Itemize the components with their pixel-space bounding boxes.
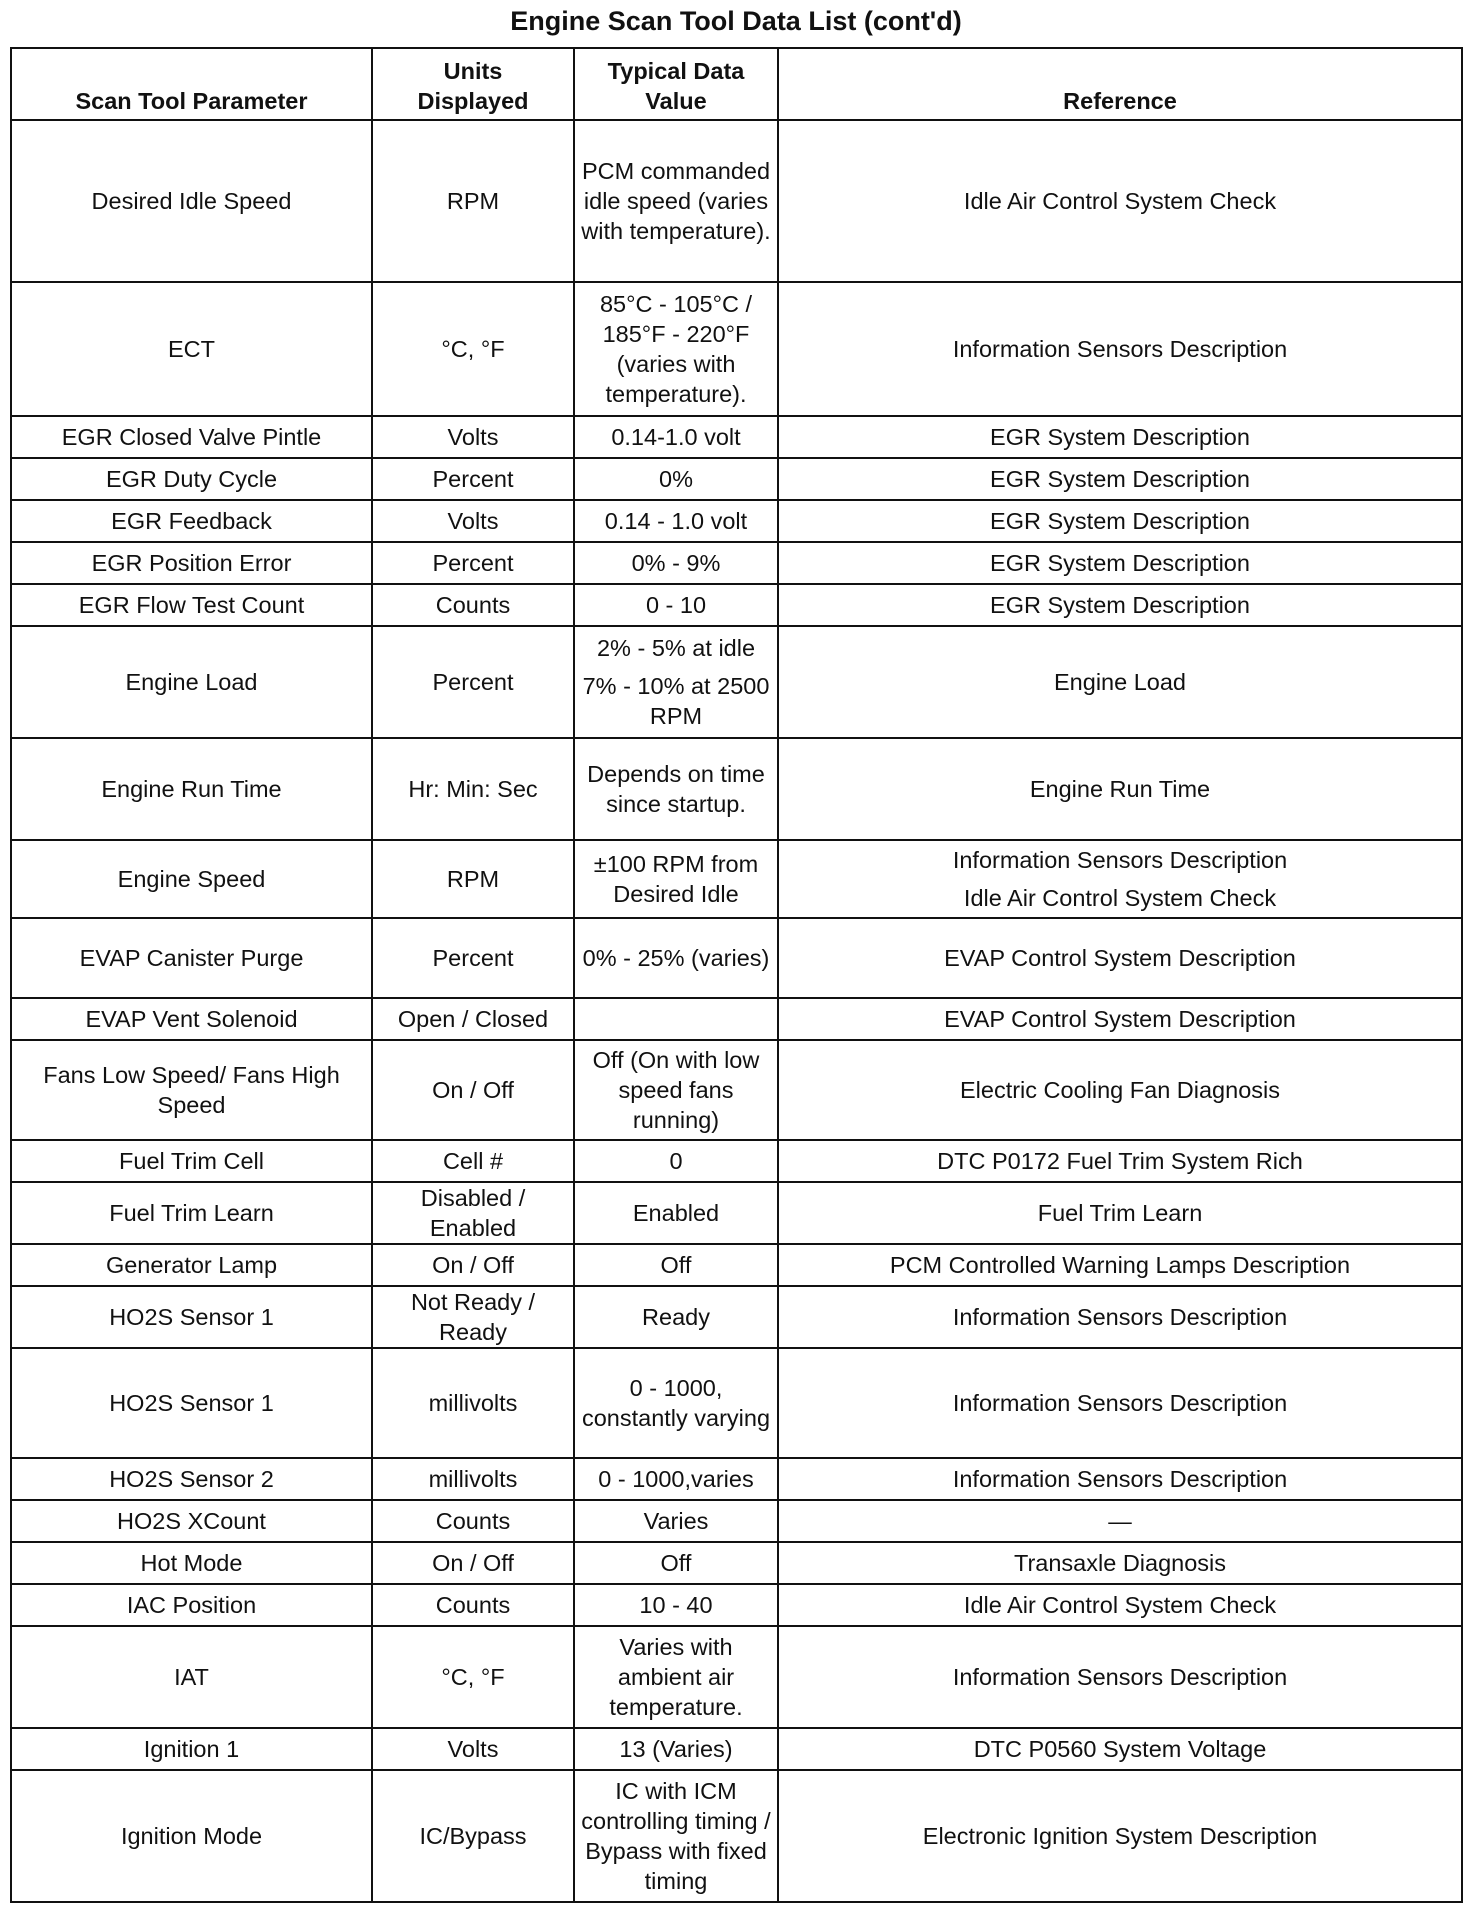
reference-line: Information Sensors Description bbox=[952, 1304, 1288, 1330]
reference-line: Information Sensors Description bbox=[952, 1466, 1288, 1492]
cell-units: Open / Closed bbox=[372, 998, 574, 1040]
typical-value-line: 0.14 - 1.0 volt bbox=[604, 508, 748, 534]
cell-reference bbox=[778, 584, 1462, 626]
table-row bbox=[11, 1626, 1462, 1728]
table-row bbox=[11, 1770, 1462, 1902]
table-row bbox=[11, 998, 1462, 1040]
cell-typical-value bbox=[574, 1140, 778, 1182]
cell-reference bbox=[778, 1244, 1462, 1286]
table-row bbox=[11, 1728, 1462, 1770]
cell-units: Percent bbox=[372, 542, 574, 584]
table-row bbox=[11, 416, 1462, 458]
scan-tool-data-table bbox=[10, 47, 1463, 1903]
header-parameter: Scan Tool Parameter bbox=[11, 48, 372, 120]
cell-units: Volts bbox=[372, 500, 574, 542]
cell-parameter: Fans Low Speed/ Fans High Speed bbox=[11, 1040, 372, 1140]
reference-line: EGR System Description bbox=[990, 424, 1250, 450]
cell-units: °C, °F bbox=[372, 282, 574, 416]
cell-typical-value bbox=[574, 1458, 778, 1500]
cell-parameter: IAC Position bbox=[11, 1584, 372, 1626]
table-row bbox=[11, 918, 1462, 998]
typical-value-line: 0 - 1000,varies bbox=[598, 1466, 754, 1492]
reference-line: Transaxle Diagnosis bbox=[1013, 1550, 1227, 1576]
table-row bbox=[11, 1244, 1462, 1286]
table-row bbox=[11, 500, 1462, 542]
cell-reference bbox=[778, 1626, 1462, 1728]
cell-reference bbox=[778, 1584, 1462, 1626]
typical-value-line: 2% - 5% at idle bbox=[596, 635, 756, 661]
typical-value-line: Depends on time since startup. bbox=[587, 761, 765, 817]
cell-reference bbox=[778, 282, 1462, 416]
cell-parameter: Fuel Trim Learn bbox=[11, 1182, 372, 1244]
reference-line: Engine Load bbox=[1054, 669, 1186, 695]
typical-value-line: Varies bbox=[643, 1508, 709, 1534]
cell-parameter: ECT bbox=[11, 282, 372, 416]
typical-value-line: IC with ICM controlling timing / Bypass with fixed timing bbox=[581, 1778, 771, 1894]
cell-typical-value bbox=[574, 1626, 778, 1728]
cell-typical-value bbox=[574, 1728, 778, 1770]
table-row bbox=[11, 542, 1462, 584]
typical-value-line: Enabled bbox=[632, 1200, 720, 1226]
cell-typical-value bbox=[574, 458, 778, 500]
cell-parameter: Engine Run Time bbox=[11, 738, 372, 840]
cell-parameter: EGR Flow Test Count bbox=[11, 584, 372, 626]
typical-value-line: 0.14-1.0 volt bbox=[611, 424, 741, 450]
reference-line: Idle Air Control System Check bbox=[963, 885, 1277, 911]
cell-reference bbox=[778, 738, 1462, 840]
reference-line: Electric Cooling Fan Diagnosis bbox=[959, 1077, 1280, 1103]
cell-parameter: Engine Load bbox=[11, 626, 372, 738]
header-row bbox=[11, 48, 1462, 120]
cell-parameter: Ignition 1 bbox=[11, 1728, 372, 1770]
cell-reference bbox=[778, 840, 1462, 918]
cell-typical-value bbox=[574, 1040, 778, 1140]
typical-value-line: 0 bbox=[669, 1148, 683, 1174]
typical-value-line: Off bbox=[660, 1252, 692, 1278]
cell-units: Counts bbox=[372, 584, 574, 626]
table-row bbox=[11, 1348, 1462, 1458]
table-row bbox=[11, 1500, 1462, 1542]
cell-typical-value bbox=[574, 1286, 778, 1348]
cell-parameter: HO2S Sensor 2 bbox=[11, 1458, 372, 1500]
typical-value-line: ±100 RPM from Desired Idle bbox=[593, 851, 759, 907]
cell-reference bbox=[778, 998, 1462, 1040]
typical-value-line: 0% - 9% bbox=[631, 550, 721, 576]
cell-units: Volts bbox=[372, 416, 574, 458]
cell-units: Counts bbox=[372, 1584, 574, 1626]
table-row bbox=[11, 458, 1462, 500]
reference-line: Information Sensors Description bbox=[952, 847, 1288, 873]
cell-reference bbox=[778, 416, 1462, 458]
cell-parameter: Ignition Mode bbox=[11, 1770, 372, 1902]
cell-typical-value bbox=[574, 1182, 778, 1244]
table-row bbox=[11, 584, 1462, 626]
cell-units: Disabled / Enabled bbox=[372, 1182, 574, 1244]
cell-typical-value bbox=[574, 1770, 778, 1902]
typical-value-line: 13 (Varies) bbox=[619, 1736, 733, 1762]
cell-parameter: EGR Closed Valve Pintle bbox=[11, 416, 372, 458]
typical-value-line: Off (On with low speed fans running) bbox=[592, 1047, 760, 1133]
cell-units: On / Off bbox=[372, 1040, 574, 1140]
cell-units: On / Off bbox=[372, 1542, 574, 1584]
cell-typical-value bbox=[574, 840, 778, 918]
cell-reference bbox=[778, 1040, 1462, 1140]
table-row bbox=[11, 1584, 1462, 1626]
cell-parameter: EVAP Vent Solenoid bbox=[11, 998, 372, 1040]
cell-parameter: EGR Duty Cycle bbox=[11, 458, 372, 500]
cell-reference bbox=[778, 1140, 1462, 1182]
cell-units: RPM bbox=[372, 120, 574, 282]
table-row bbox=[11, 120, 1462, 282]
cell-typical-value bbox=[574, 1244, 778, 1286]
cell-reference bbox=[778, 626, 1462, 738]
cell-parameter: HO2S XCount bbox=[11, 1500, 372, 1542]
cell-parameter: Fuel Trim Cell bbox=[11, 1140, 372, 1182]
cell-typical-value bbox=[574, 738, 778, 840]
cell-typical-value bbox=[574, 998, 778, 1040]
cell-reference bbox=[778, 1348, 1462, 1458]
cell-parameter: EGR Feedback bbox=[11, 500, 372, 542]
cell-typical-value bbox=[574, 1348, 778, 1458]
reference-line: EGR System Description bbox=[990, 508, 1250, 534]
cell-typical-value bbox=[574, 416, 778, 458]
table-row bbox=[11, 282, 1462, 416]
cell-units: Not Ready / Ready bbox=[372, 1286, 574, 1348]
cell-typical-value bbox=[574, 120, 778, 282]
cell-units: millivolts bbox=[372, 1348, 574, 1458]
cell-parameter: Engine Speed bbox=[11, 840, 372, 918]
reference-line: Idle Air Control System Check bbox=[963, 188, 1277, 214]
typical-value-line: 0 - 10 bbox=[645, 592, 707, 618]
reference-line: Fuel Trim Learn bbox=[1037, 1200, 1203, 1226]
reference-line: DTC P0172 Fuel Trim System Rich bbox=[937, 1148, 1303, 1174]
table-row bbox=[11, 1542, 1462, 1584]
cell-typical-value bbox=[574, 1542, 778, 1584]
cell-reference bbox=[778, 1770, 1462, 1902]
typical-value-line: 7% - 10% at 2500 RPM bbox=[582, 673, 770, 729]
cell-typical-value bbox=[574, 1500, 778, 1542]
cell-parameter: Desired Idle Speed bbox=[11, 120, 372, 282]
table-row bbox=[11, 1458, 1462, 1500]
typical-value-line: Ready bbox=[642, 1304, 710, 1330]
cell-reference bbox=[778, 1728, 1462, 1770]
cell-parameter: HO2S Sensor 1 bbox=[11, 1348, 372, 1458]
cell-typical-value bbox=[574, 626, 778, 738]
typical-value-line: 10 - 40 bbox=[639, 1592, 713, 1618]
reference-line: EGR System Description bbox=[990, 592, 1250, 618]
cell-reference bbox=[778, 1458, 1462, 1500]
cell-parameter: EVAP Canister Purge bbox=[11, 918, 372, 998]
reference-line: Information Sensors Description bbox=[952, 1390, 1288, 1416]
reference-line: Information Sensors Description bbox=[952, 1664, 1288, 1690]
typical-value-line: 85°C - 105°C / 185°F - 220°F (varies with temperature). bbox=[599, 291, 753, 407]
cell-reference bbox=[778, 1286, 1462, 1348]
typical-value-line: Varies with ambient air temperature. bbox=[609, 1634, 743, 1720]
reference-line: PCM Controlled Warning Lamps Description bbox=[889, 1252, 1351, 1278]
reference-line: DTC P0560 System Voltage bbox=[973, 1736, 1267, 1762]
reference-line: EGR System Description bbox=[990, 466, 1250, 492]
cell-reference bbox=[778, 1542, 1462, 1584]
header-units: Units Displayed bbox=[372, 48, 574, 120]
table-row bbox=[11, 626, 1462, 738]
cell-parameter: Hot Mode bbox=[11, 1542, 372, 1584]
cell-units: RPM bbox=[372, 840, 574, 918]
cell-typical-value bbox=[574, 500, 778, 542]
table-row bbox=[11, 1040, 1462, 1140]
reference-line: Electronic Ignition System Description bbox=[922, 1823, 1318, 1849]
cell-units: IC/Bypass bbox=[372, 1770, 574, 1902]
typical-value-line: 0% bbox=[659, 466, 693, 492]
reference-line: Idle Air Control System Check bbox=[963, 1592, 1277, 1618]
cell-units: Hr: Min: Sec bbox=[372, 738, 574, 840]
reference-line: EVAP Control System Description bbox=[944, 1006, 1296, 1032]
table-body bbox=[11, 120, 1462, 1902]
cell-typical-value bbox=[574, 1584, 778, 1626]
cell-units: Percent bbox=[372, 626, 574, 738]
cell-reference bbox=[778, 542, 1462, 584]
cell-units: °C, °F bbox=[372, 1626, 574, 1728]
table-row bbox=[11, 840, 1462, 918]
typical-value-line: PCM commanded idle speed (varies with temperature). bbox=[581, 158, 771, 244]
cell-parameter: HO2S Sensor 1 bbox=[11, 1286, 372, 1348]
cell-units: millivolts bbox=[372, 1458, 574, 1500]
cell-reference bbox=[778, 500, 1462, 542]
cell-reference bbox=[778, 1500, 1462, 1542]
cell-parameter: Generator Lamp bbox=[11, 1244, 372, 1286]
cell-parameter: EGR Position Error bbox=[11, 542, 372, 584]
table-row bbox=[11, 738, 1462, 840]
reference-line: Engine Run Time bbox=[1029, 776, 1211, 802]
cell-reference bbox=[778, 120, 1462, 282]
cell-units: Volts bbox=[372, 1728, 574, 1770]
typical-value-line: 0% - 25% (varies) bbox=[582, 945, 770, 971]
table-row bbox=[11, 1182, 1462, 1244]
typical-value-line: 0 - 1000, constantly varying bbox=[581, 1375, 771, 1431]
header-typical-value: Typical Data Value bbox=[574, 48, 778, 120]
typical-value-line: Off bbox=[660, 1550, 692, 1576]
reference-line: — bbox=[1108, 1508, 1132, 1534]
reference-line: EGR System Description bbox=[990, 550, 1250, 576]
cell-reference bbox=[778, 458, 1462, 500]
reference-line: Information Sensors Description bbox=[952, 336, 1288, 362]
cell-units: Percent bbox=[372, 918, 574, 998]
reference-line: EVAP Control System Description bbox=[944, 945, 1296, 971]
cell-units: Percent bbox=[372, 458, 574, 500]
cell-reference bbox=[778, 1182, 1462, 1244]
header-reference: Reference bbox=[778, 48, 1462, 120]
cell-units: On / Off bbox=[372, 1244, 574, 1286]
table-row bbox=[11, 1140, 1462, 1182]
cell-typical-value bbox=[574, 918, 778, 998]
cell-units: Cell # bbox=[372, 1140, 574, 1182]
cell-reference bbox=[778, 918, 1462, 998]
cell-typical-value bbox=[574, 542, 778, 584]
cell-parameter: IAT bbox=[11, 1626, 372, 1728]
cell-typical-value bbox=[574, 282, 778, 416]
table-row bbox=[11, 1286, 1462, 1348]
cell-units: Counts bbox=[372, 1500, 574, 1542]
cell-typical-value bbox=[574, 584, 778, 626]
page-title: Engine Scan Tool Data List (cont'd) bbox=[510, 6, 962, 36]
